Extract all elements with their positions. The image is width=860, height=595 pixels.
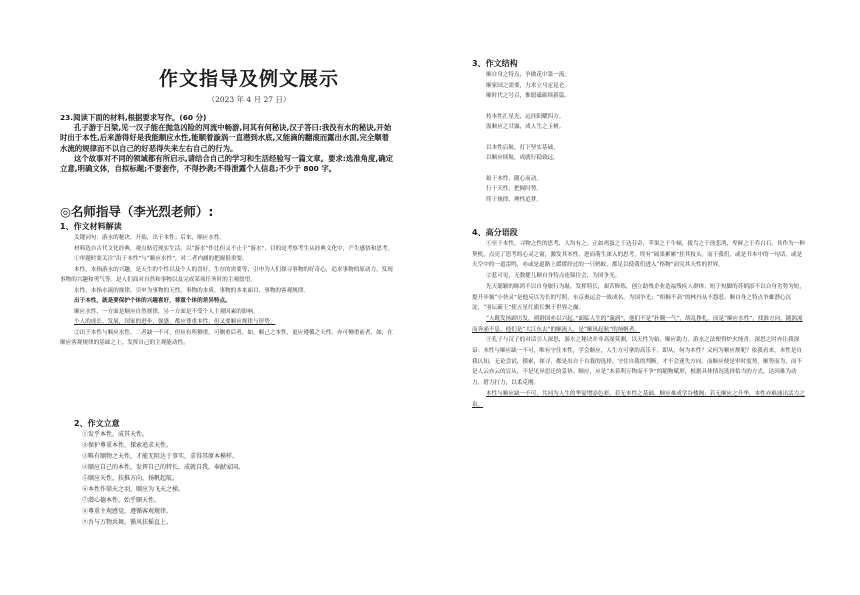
list-item: ⑤顺应天性，扶推方向，扬帆起航。 xyxy=(82,475,179,482)
sentences-heading: 4、高分语段 xyxy=(472,228,518,237)
sample-paragraph-4: 本性与顺应缺一不可，共同为人生的华宴增添色彩。若无本性之基础，顺应难成学谷楼阁；若无顺应之升华，本性亦难涌出活力之泉。 xyxy=(472,390,805,408)
structure-line: 顺时代之号召，惟愿砥砺续新篇。 xyxy=(486,93,570,99)
structure-line: 始于本性，随心而动。 xyxy=(486,175,542,182)
list-item: ④顺应自己的本性，发挥自己的特长，成就自我，奉献家国。 xyxy=(82,464,245,471)
section-heading-1: 1、作文材料解读 xyxy=(60,222,122,231)
list-item: ③唯有顺物之天性，才能无阻达于事实，求得其原本模样。 xyxy=(82,453,239,460)
structure-groups xyxy=(486,70,806,205)
list-item: ⑧尊重主观感觉，遵循客观规律。 xyxy=(82,508,173,515)
structure-line: 顺家国之需要，力求立马定昆仑。 xyxy=(486,82,570,89)
question-story: 孔子游于吕梁,见一汉子能在抛急凶险的河流中畅游,问其有何秘诀,汉子答曰:我没有水的秘诀,开始时出于本性,后来游得好是我能顺应水性,能顺着漩涡一直潜到水底,又能滴的翻滚而露出水面,完全顺着水流的规律而不以自己的好恶得失来左右自己的行为。 xyxy=(60,123,392,153)
chuyu-benxing: 出于本性，就是要保护个体的兴趣喜好，尊重个体的差异特点。 xyxy=(74,298,231,304)
sample-paragraphs xyxy=(472,239,806,410)
analysis-point-2: ②出于本性与顺应水性，二者缺一不可，但应有所侧重。可侧重后者，如，顺己之本性，更应遵循之天性。亦可侧重前者，如，在顺应客观规律的基础之上，发挥自己的主观能动性。 xyxy=(60,329,393,346)
structure-line: 终于规律，理性追梦。 xyxy=(486,196,542,203)
section-heading-2: 2、作文立意 xyxy=(74,419,120,428)
analysis-point-1: ①审题时要关注“出于本性”与“顺应水性”，对二者内涵的把握很重要。 xyxy=(74,256,248,262)
list-item: ⑨吾与万物共舞，循风扶摇直上。 xyxy=(82,519,173,526)
shunying-shuixing: 顺应水性，一方面是顺应自然规律，另一方面是不受个人主观因素的影响。 xyxy=(74,308,259,315)
date-line: （2023 年 4 月 27 日） xyxy=(207,95,291,104)
structure-line: 行于天性，把握时势。 xyxy=(486,186,542,192)
sample-paragraph-3: ③孔子与汉子的对话引人深思，游水之秘诀并非高深莫测，以天性为始，顺应助力，游水之法便得炉火纯青。深思之时亦让我深谙：本性与顺应缺一不可，唯有守住本性，学会顺应，人生方可拿的高乐不。即从，何为本性？又何为顺应规呢？依我看来，本性是自我认知，无论尝试，摸索，探寻，都是出自于自我的选择，守住自我的判断，才不会迷失方向。而顺应便是审时度势，顺势而为，而不是人云亦云的盲从，不是见异思迁的妥协。顺应，应是“本着利万物而不争”的随物赋形，根据具体情况选择恰当的方式，达因难为动力，借力打力，以柔克刚。 xyxy=(472,337,803,387)
shuixing-definition: 水性，本指水流的规律，引申为事物的天性，事物的本质，事物的本来面目，事物的客观规律。 xyxy=(74,287,309,294)
structure-line: 以顺应续航，成就行稳致远。 xyxy=(486,155,559,161)
structure-line: 顺自身之特点，争做花中第一流。 xyxy=(486,72,570,78)
list-item: ⑥本性作鼎天之羽，顺应为飞天之梯。 xyxy=(82,486,185,493)
sample-paragraph-2b: 先天聪颖的陈鸿不以自身旅行为耻，发挥特长，艰苦修炼，创立助残企业造福残疾人群体；短于短脚的苏炳添不以自身劣势为短，提升步频“小快灵”是他反以为长的写照，东京奥运会一战成名，为国争光；“梧桐不高”的林丹从不怨怼，顺自身之特点争雄潜心沉淀，“羽坛霸王”使五星红旗长飘于世界之巅。 xyxy=(472,283,805,312)
list-item: ⑦潜心德本性，始乎顺天性。 xyxy=(82,497,161,504)
keywords-line: 关键词句：游水的秘诀，开始，出于本性；后来，顺应水性。 xyxy=(74,235,226,241)
question-requirement: 这个故事对不同的领域都有所启示,请结合自己的学习和生活经验写一篇文章。要求:选准角度,确定立意,明确文体，自拟标题;不要套作，不得抄袭;不得泄露个人信息;不少于 800 字。 xyxy=(60,153,393,174)
benxing-definition: 本性，本指游水的兴趣，是天生的个性以及个人的喜好，生存的需要等，引申为人们探寻事物的好奇心，追求事物的原动力，发现事物的兴趣和勇气等。是人们面对自然和事物以及完成某项任务时的主观愿望。 xyxy=(60,266,393,283)
structure-heading: 3、作文结构 xyxy=(472,59,518,68)
page-title: 作文指导及例文展示 xyxy=(158,68,339,90)
sample-paragraph-1: ①至于本性，寻物之性的思考，人均有之。正如鸡蛋之于达芬奇，苹果之于牛顿，拔鸟之于徐悲鸿，卑鲜之于乔白石，其作为一种契机，点亮了思考的心灵之窗，激发其本性，进而萌生深入的思考，终有“硕果累累”挂其枝头。而于我们，或是书本中的一句话，或是天空中的一道雷鸣，亦或是道路上缓缓经过的一只蚂蚁，都足以使我们进入“格物”而究其天性的世界。 xyxy=(472,241,805,269)
sample-paragraph-2a: ②惹可见，无数健儿顺自身特点连锦往会，为国争光。 xyxy=(486,273,621,280)
growth-note: 个人的成长、发展，国家的进步，强盛，都应尊重本性，但又要顺应规律与形势。 xyxy=(74,319,276,325)
structure-line: 以本性启航，打下坚实基础。 xyxy=(486,144,559,151)
question-block xyxy=(60,113,394,174)
question-label: 23.阅读下面的材料,根据要求写作。(60 分) xyxy=(60,113,207,122)
structure-line: 持本性汇星光，远挂阳耀四方。 xyxy=(486,113,565,120)
list-item: ②保护尊重本性，探索追求天性。 xyxy=(82,442,173,449)
guide-heading: ◎名师指导（李光烈老师）: xyxy=(60,204,214,219)
thesis-list xyxy=(60,429,394,528)
structure-line: 汲顺应之甘露，成人生之玉树。 xyxy=(486,124,565,130)
list-item: ①发乎本性，成其天性。 xyxy=(82,431,149,438)
sample-paragraph-2c: “人既发扬踔厉发，则群国亦以兴起。”面临人生的“漩涡”，他们不是“扑腾一气”，胡乱挣扎，而是“顺应水性”，找准方向，随涡流而奔涌不息。他们是“大江东去”的顺流人，是“顺风起航”的扬帆者。 xyxy=(472,315,803,333)
material-analysis xyxy=(60,233,394,349)
material-intro: 材料选自古代文化经典，观点贴近现实生活。以“游水”作比但又不止于“游水”，目的是考察考生从经典文化中，产生感悟和思考。 xyxy=(74,245,394,252)
